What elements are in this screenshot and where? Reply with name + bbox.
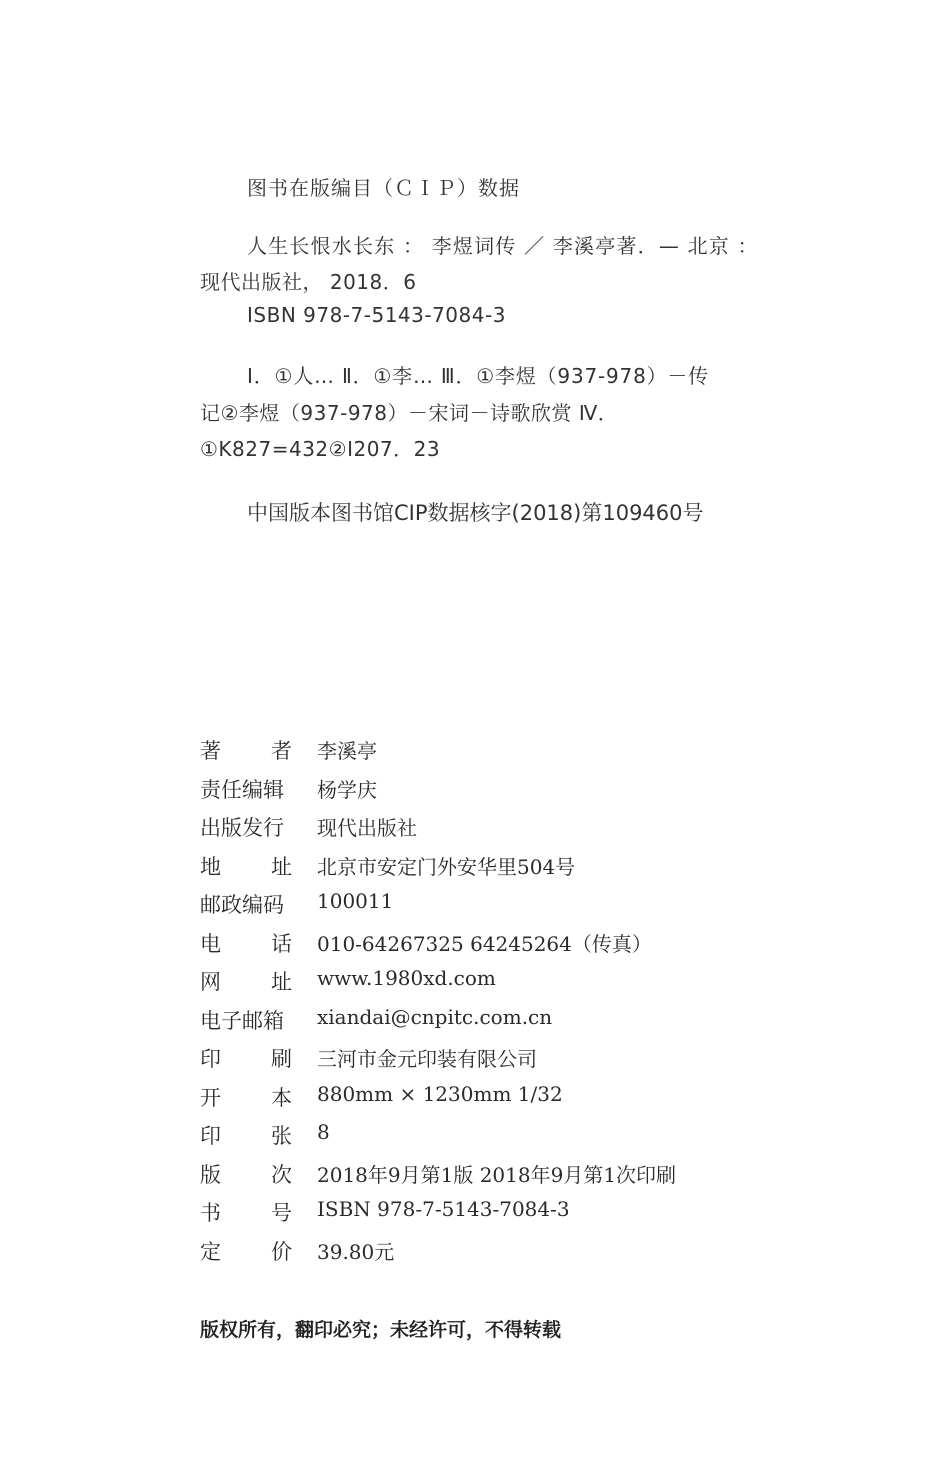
cip-classification-line-3: ①K827=432②I207．23 [200,437,441,461]
info-label [200,812,292,842]
copyright-notice: 版权所有，翻印必究；未经许可，不得转载 [200,1319,562,1341]
info-label [200,774,292,804]
info-value: 8 [317,1120,330,1144]
info-label-part: 书 [200,1201,221,1225]
info-label-part: 著 [200,739,221,763]
info-label [200,735,292,765]
info-label-part: 价 [271,1239,292,1264]
info-label [200,1043,292,1073]
info-label [200,1197,292,1227]
info-label-part: 电 [200,931,221,956]
info-value: 现代出版社 [317,816,417,840]
info-value: 100011 [317,889,394,913]
info-value: 39.80元 [317,1239,395,1264]
cip-book-line-1: 人生长恨水长东 ： 李煜词传 ／ 李溪亭著．— 北京 ： [247,234,759,258]
info-label-part: 网 [200,970,221,994]
info-label-part: 址 [271,970,292,994]
info-label-part: 本 [271,1085,292,1110]
info-label [200,1005,292,1035]
info-label-part: 版 [200,1162,221,1187]
cip-classification-line-2: 记②李煜（937-978）－宋词－诗歌欣赏 Ⅳ． [200,401,619,425]
info-label [200,889,292,919]
info-value: 北京市安定门外安华里504号 [317,854,576,879]
cip-isbn: ISBN 978-7-5143-7084-3 [247,303,506,327]
cip-classification-line-1: Ⅰ．①人… Ⅱ．①李… Ⅲ．①李煜（937-978）－传 [247,364,709,388]
info-label-part: 号 [271,1201,292,1225]
info-label-part: 出版发行 [200,816,284,840]
info-label-part: 印 [200,1124,221,1148]
info-value: www.1980xd.com [317,966,496,990]
info-label-part: 址 [271,854,292,879]
info-value: 010-64267325 64245264（传真） [317,931,652,956]
info-value: ISBN 978-7-5143-7084-3 [317,1197,570,1221]
cip-verification-number: 中国版本图书馆CIP数据核字(2018)第109460号 [247,501,704,525]
info-label-part: 刷 [271,1047,292,1071]
info-label-part: 责任编辑 [200,777,284,802]
info-label-part: 开 [200,1085,221,1110]
info-label-part: 者 [271,739,292,763]
info-label-part: 定 [200,1239,221,1264]
info-value: 李溪亭 [317,739,377,763]
info-label [200,928,292,958]
info-value: 880mm × 1230mm 1/32 [317,1081,563,1106]
info-label [200,1082,292,1112]
info-label [200,1236,292,1266]
info-label-part: 印 [200,1047,221,1071]
info-label [200,1159,292,1189]
info-label-part: 邮政编码 [200,893,284,917]
info-label [200,851,292,881]
cip-book-line-2: 现代出版社， 2018．6 [200,270,417,294]
info-value: 三河市金元印装有限公司 [317,1047,537,1071]
info-label-part: 张 [271,1124,292,1148]
info-label-part: 地 [200,854,221,879]
info-value: 2018年9月第1版 2018年9月第1次印刷 [317,1162,677,1187]
info-label-part: 电子邮箱 [200,1008,284,1033]
info-label-part: 话 [271,931,292,956]
cip-title: 图书在版编目（ＣＩＰ）数据 [247,176,520,200]
info-value: xiandai@cnpitc.com.cn [317,1004,553,1029]
info-label [200,966,292,996]
info-label [200,1120,292,1150]
info-value: 杨学庆 [317,777,377,802]
info-label-part: 次 [271,1162,292,1187]
